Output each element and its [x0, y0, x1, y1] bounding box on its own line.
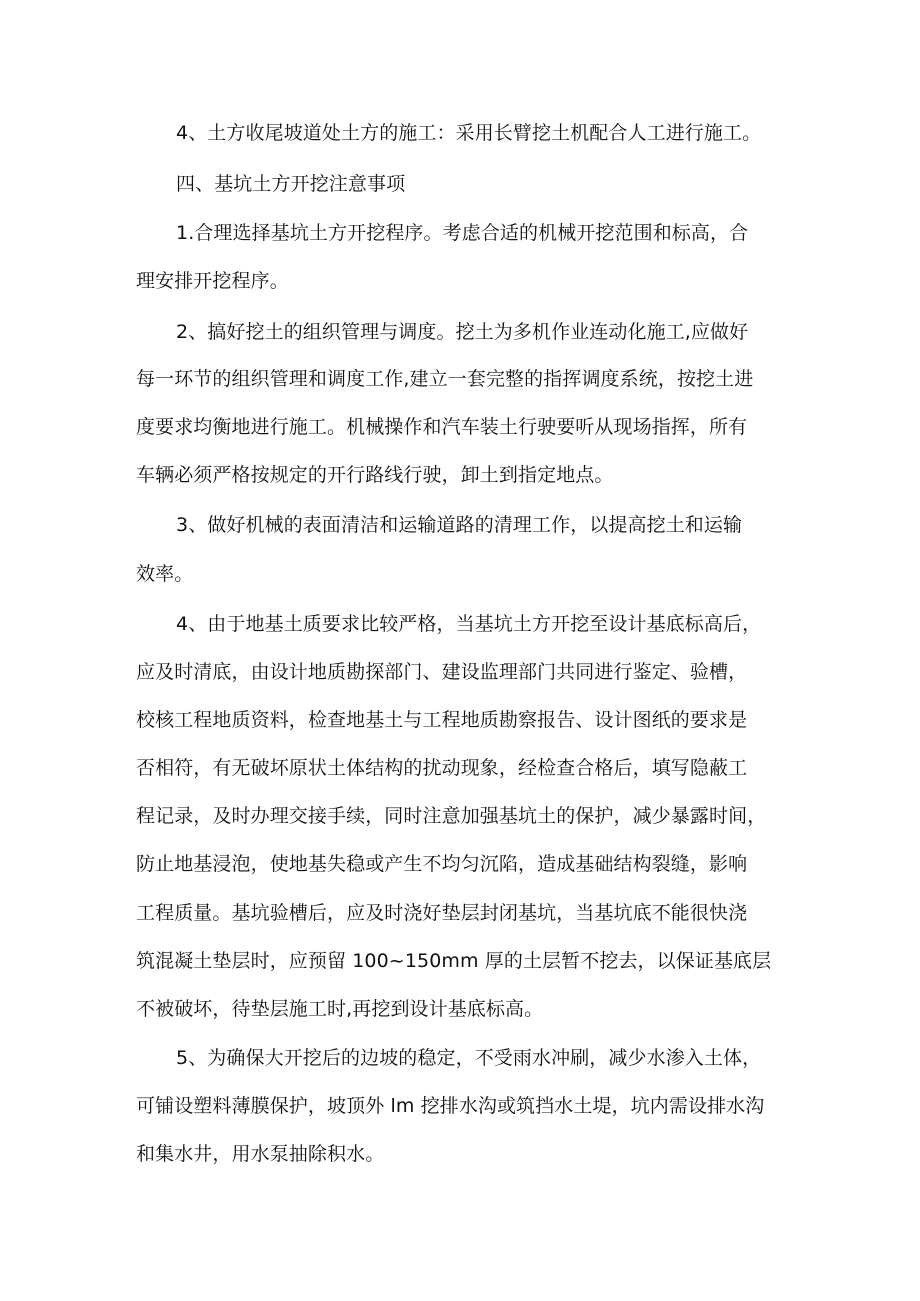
paragraph-line: 防止地基浸泡，使地基失稳或产生不均匀沉陷，造成基础结构裂缝，影响 — [136, 853, 748, 875]
paragraph-line: 否相符，有无破坏原状土体结构的扰动现象，经检查合格后，填写隐蔽工 — [136, 757, 748, 779]
paragraph-line: 车辆必须严格按规定的开行路线行驶，卸土到指定地点。 — [136, 464, 614, 486]
paragraph-line: 理安排开挖程序。 — [136, 270, 289, 292]
paragraph-line: 度要求均衡地进行施工。机械操作和汽车装土行驶要听从现场指挥，所有 — [136, 416, 748, 438]
paragraph-line: 可铺设塑料薄膜保护，坡顶外 lm 挖排水沟或筑挡水土堤，坑内需设排水沟 — [136, 1095, 765, 1117]
paragraph-line: 每一环节的组织管理和调度工作,建立一套完整的指挥调度系统，按挖土进 — [136, 368, 754, 390]
paragraph-line: 3、做好机械的表面清洁和运输道路的清理工作，以提高挖土和运输 — [176, 514, 743, 536]
paragraph-line: 5、为确保大开挖后的边坡的稳定，不受雨水冲刷，减少水渗入土体， — [176, 1047, 762, 1069]
paragraph-line: 校核工程地质资料，检查地基土与工程地质勘察报告、设计图纸的要求是 — [136, 709, 748, 731]
paragraph-line: 筑混凝土垫层时，应预留 100~150mm 厚的土层暂不挖去，以保证基底层 — [136, 950, 772, 972]
paragraph-line: 工程质量。基坑验槽后，应及时浇好垫层封闭基坑，当基坑底不能很快浇 — [136, 902, 748, 924]
paragraph-line: 应及时清底，由设计地质勘探部门、建设监理部门共同进行鉴定、验槽， — [136, 661, 748, 683]
paragraph-line: 程记录，及时办理交接手续，同时注意加强基坑土的保护，减少暴露时间， — [136, 805, 767, 827]
paragraph-line: 效率。 — [136, 563, 194, 585]
paragraph-line: 2、搞好挖土的组织管理与调度。挖土为多机作业连动化施工,应做好 — [176, 321, 749, 343]
paragraph-line: 和集水井，用水泵抽除积水。 — [136, 1143, 385, 1165]
paragraph-line: 4、土方收尾坡道处土方的施工：采用长臂挖土机配合人工进行施工。 — [176, 122, 762, 144]
paragraph-line: 4、由于地基土质要求比较严格，当基坑土方开挖至设计基底标高后， — [176, 613, 762, 635]
paragraph-line: 不被破坏，待垫层施工时,再挖到设计基底标高。 — [136, 998, 544, 1020]
section-heading: 四、基坑土方开挖注意事项 — [176, 173, 406, 195]
paragraph-line: 1.合理选择基坑土方开挖程序。考虑合适的机械开挖范围和标高，合 — [176, 222, 749, 244]
